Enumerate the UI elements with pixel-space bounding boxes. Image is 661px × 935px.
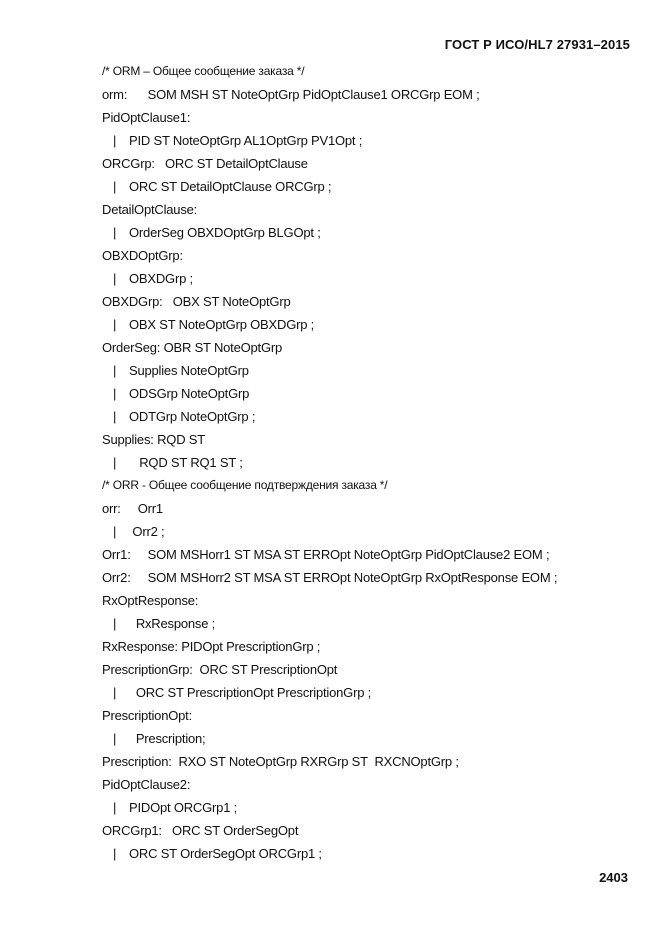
alternative-line: [102, 451, 642, 474]
alternative-line: [102, 382, 642, 405]
rule-line: [102, 428, 642, 451]
line-text: RxResponse ;: [129, 616, 216, 631]
line-text: /* ORR - Общее сообщение подтверждения заказа */: [102, 478, 388, 492]
line-text: Supplies: RQD ST: [102, 432, 206, 447]
alternative-bar: |: [113, 179, 117, 194]
line-text: PidOptClause1:: [102, 110, 191, 125]
line-text: PIDOpt ORCGrp1 ;: [129, 800, 238, 815]
rule-line: [102, 83, 642, 106]
rule-line: [102, 290, 642, 313]
line-text: ORCGrp1: ORC ST OrderSegOpt: [102, 823, 299, 838]
rule-line: [102, 566, 642, 589]
rule-line: [102, 198, 642, 221]
alternative-line: [102, 681, 642, 704]
line-text: orm: SOM MSH ST NoteOptGrp PidOptClause1 ORCGrp EOM ;: [102, 87, 480, 102]
line-text: orr: Orr1: [102, 501, 163, 516]
alternative-line: [102, 842, 642, 865]
line-text: RQD ST RQ1 ST ;: [129, 455, 243, 470]
line-text: PrescriptionGrp: ORC ST PrescriptionOpt: [102, 662, 338, 677]
alternative-line: [102, 129, 642, 152]
alternative-line: [102, 175, 642, 198]
alternative-bar: |: [113, 386, 117, 401]
line-text: PidOptClause2:: [102, 777, 191, 792]
line-text: DetailOptClause:: [102, 202, 198, 217]
line-text: ORC ST PrescriptionOpt PrescriptionGrp ;: [129, 685, 372, 700]
alternative-bar: |: [113, 800, 117, 815]
line-text: Orr2: SOM MSHorr2 ST MSA ST ERROpt NoteOptGrp RxOptResponse EOM ;: [102, 570, 558, 585]
rule-line: [102, 750, 642, 773]
alternative-bar: |: [113, 731, 117, 746]
line-text: ORC ST OrderSegOpt ORCGrp1 ;: [129, 846, 322, 861]
line-text: Orr2 ;: [129, 524, 165, 539]
rule-line: [102, 497, 642, 520]
comment-line: [102, 474, 642, 497]
alternative-bar: |: [113, 455, 117, 470]
alternative-bar: |: [113, 524, 117, 539]
line-text: OrderSeg OBXDOptGrp BLGOpt ;: [129, 225, 321, 240]
page-number: 2403: [599, 870, 628, 885]
line-text: Prescription;: [129, 731, 206, 746]
line-text: OBX ST NoteOptGrp OBXDGrp ;: [129, 317, 315, 332]
line-text: PrescriptionOpt:: [102, 708, 193, 723]
line-text: /* ORM – Общее сообщение заказа */: [102, 64, 305, 78]
alternative-line: [102, 727, 642, 750]
rule-line: [102, 819, 642, 842]
alternative-line: [102, 359, 642, 382]
page-header: ГОСТ Р ИСО/HL7 27931–2015: [444, 37, 630, 52]
alternative-bar: |: [113, 846, 117, 861]
rule-line: [102, 152, 642, 175]
alternative-line: [102, 267, 642, 290]
line-text: ODTGrp NoteOptGrp ;: [129, 409, 256, 424]
alternative-bar: |: [113, 409, 117, 424]
rule-line: [102, 635, 642, 658]
rule-line: [102, 773, 642, 796]
line-text: Prescription: RXO ST NoteOptGrp RXRGrp ST RXCNOptGrp ;: [102, 754, 459, 769]
line-text: Orr1: SOM MSHorr1 ST MSA ST ERROpt NoteOptGrp PidOptClause2 EOM ;: [102, 547, 550, 562]
line-text: OBXDOptGrp:: [102, 248, 183, 263]
alternative-line: [102, 405, 642, 428]
line-text: Supplies NoteOptGrp: [129, 363, 249, 378]
alternative-bar: |: [113, 133, 117, 148]
alternative-line: [102, 221, 642, 244]
line-text: ORC ST DetailOptClause ORCGrp ;: [129, 179, 332, 194]
alternative-line: [102, 520, 642, 543]
line-text: OBXDGrp: OBX ST NoteOptGrp: [102, 294, 291, 309]
rule-line: [102, 658, 642, 681]
line-text: RxResponse: PIDOpt PrescriptionGrp ;: [102, 639, 321, 654]
alternative-bar: |: [113, 317, 117, 332]
line-text: OBXDGrp ;: [129, 271, 193, 286]
rule-line: [102, 543, 642, 566]
alternative-bar: |: [113, 685, 117, 700]
rule-line: [102, 336, 642, 359]
line-text: ODSGrp NoteOptGrp: [129, 386, 250, 401]
alternative-bar: |: [113, 616, 117, 631]
line-text: PID ST NoteOptGrp AL1OptGrp PV1Opt ;: [129, 133, 363, 148]
alternative-line: [102, 612, 642, 635]
rule-line: [102, 244, 642, 267]
alternative-bar: |: [113, 271, 117, 286]
line-text: RxOptResponse:: [102, 593, 199, 608]
alternative-line: [102, 313, 642, 336]
line-text: ORCGrp: ORC ST DetailOptClause: [102, 156, 308, 171]
rule-line: [102, 106, 642, 129]
grammar-listing: [102, 60, 642, 865]
alternative-line: [102, 796, 642, 819]
alternative-bar: |: [113, 363, 117, 378]
comment-line: [102, 60, 642, 83]
line-text: OrderSeg: OBR ST NoteOptGrp: [102, 340, 283, 355]
rule-line: [102, 589, 642, 612]
alternative-bar: |: [113, 225, 117, 240]
rule-line: [102, 704, 642, 727]
